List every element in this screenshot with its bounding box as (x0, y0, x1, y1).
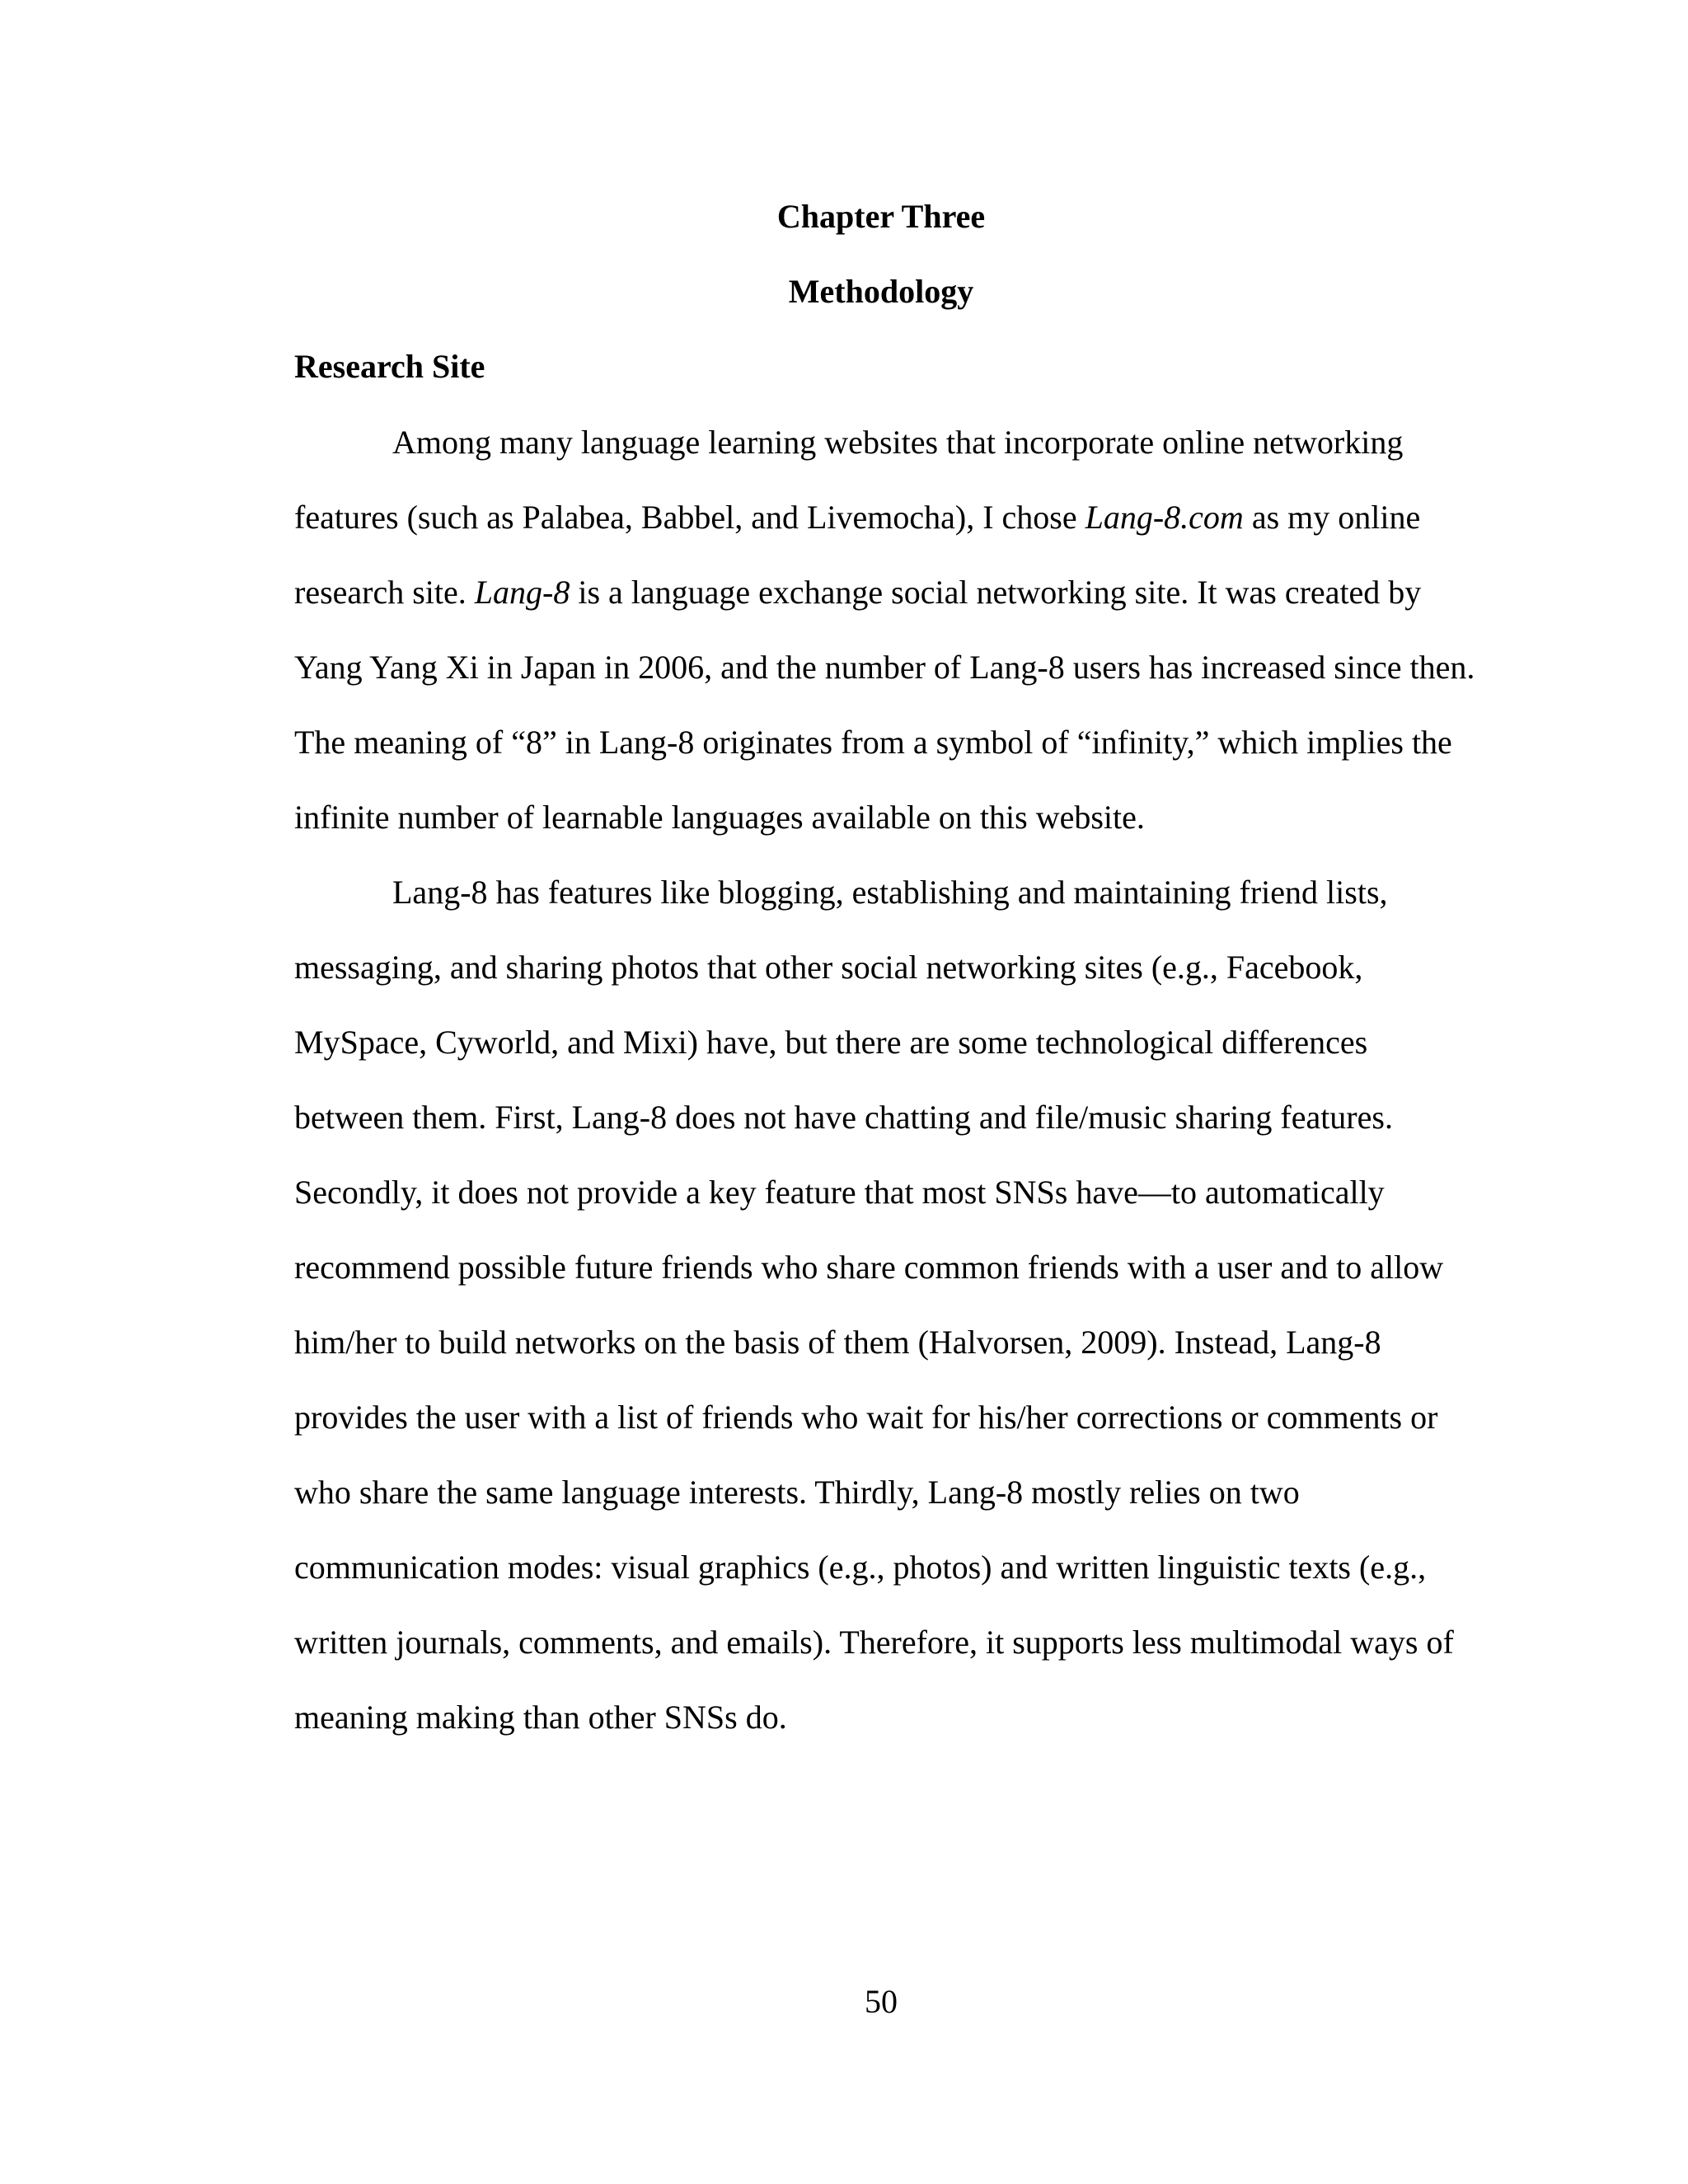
paragraph-2-line-10: communication modes: visual graphics (e.g., photos) and written linguistic texts (e.g., (294, 1549, 1427, 1586)
paragraph-2-line-12: meaning making than other SNSs do. (294, 1699, 787, 1736)
paragraph-2-line-11: written journals, comments, and emails). Therefore, it supports less multimodal ways of (294, 1624, 1454, 1661)
paragraph-1-line-4: Yang Yang Xi in Japan in 2006, and the number of Lang-8 users has increased since then. (294, 649, 1475, 686)
paragraph-2-line-3: MySpace, Cyworld, and Mixi) have, but there are some technological differences (294, 1024, 1368, 1061)
site-name-italic: Lang-8.com (1085, 499, 1244, 536)
paragraph-2-line-7: him/her to build networks on the basis of them (Halvorsen, 2009). Instead, Lang-8 (294, 1324, 1381, 1361)
site-name-italic: Lang-8 (474, 574, 570, 611)
paragraph-2-line-8: provides the user with a list of friends who wait for his/her corrections or comments or (294, 1399, 1438, 1436)
paragraph-1-line-3 (294, 576, 1421, 609)
paragraph-2-line-4: between them. First, Lang-8 does not have chatting and file/music sharing features. (294, 1099, 1393, 1136)
chapter-title: Methodology (788, 273, 974, 310)
paragraph-2-line-2: messaging, and sharing photos that other social networking sites (e.g., Facebook, (294, 949, 1363, 986)
paragraph-1-line-1: Among many language learning websites that incorporate online networking (392, 424, 1404, 461)
paragraph-2-line-1: Lang-8 has features like blogging, establishing and maintaining friend lists, (392, 874, 1388, 911)
paragraph-2-line-5: Secondly, it does not provide a key feature that most SNSs have—to automatically (294, 1174, 1385, 1211)
paragraph-2-line-6: recommend possible future friends who share common friends with a user and to allow (294, 1249, 1444, 1286)
paragraph-1-line-2 (294, 501, 1420, 534)
paragraph-2-line-9: who share the same language interests. Thirdly, Lang-8 mostly relies on two (294, 1474, 1300, 1511)
section-heading: Research Site (294, 348, 485, 385)
paragraph-1-line-6: infinite number of learnable languages available on this website. (294, 799, 1145, 836)
chapter-heading: Chapter Three (776, 198, 986, 235)
text-run: as my online (1243, 499, 1421, 536)
text-run: features (such as Palabea, Babbel, and Livemocha), I chose (294, 499, 1085, 536)
page-number: 50 (865, 1983, 898, 2020)
text-run: is a language exchange social networking site. It was created by (570, 574, 1422, 611)
paragraph-1-line-5: The meaning of “8” in Lang-8 originates from a symbol of “infinity,” which implies the (294, 724, 1452, 761)
text-run: research site. (294, 574, 475, 611)
